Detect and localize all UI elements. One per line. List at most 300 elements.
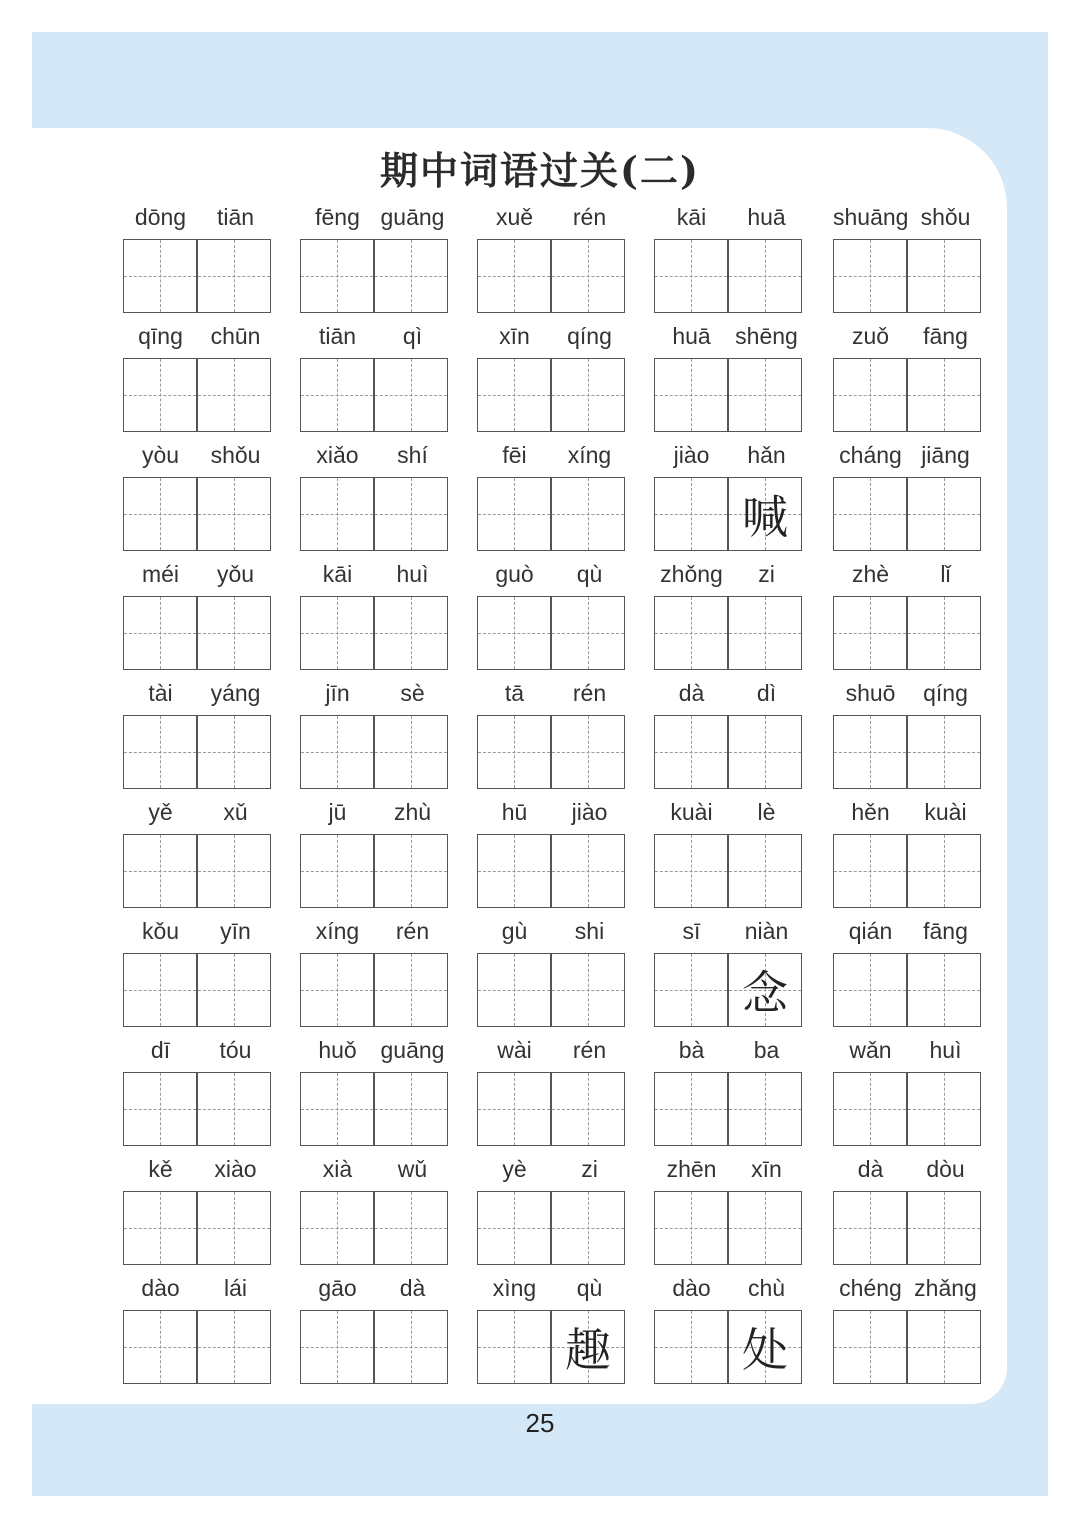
hint-character — [655, 478, 727, 550]
pinyin-label: chù — [747, 1275, 786, 1301]
tianzige-box[interactable] — [300, 1072, 374, 1146]
hint-character — [908, 359, 980, 431]
pinyin-label: dì — [756, 680, 777, 706]
word-item — [477, 560, 627, 672]
tianzige-box[interactable] — [728, 1310, 802, 1384]
hint-character — [375, 716, 447, 788]
hint-character — [198, 716, 270, 788]
pinyin-label: tiān — [318, 323, 357, 349]
tianzige-box[interactable] — [551, 596, 625, 670]
word-item — [833, 322, 983, 434]
pinyin-label: zhè — [851, 561, 890, 587]
hint-character — [375, 1073, 447, 1145]
tianzige-box[interactable] — [654, 1191, 728, 1265]
tianzige-box[interactable] — [833, 1072, 907, 1146]
pinyin-label: jiào — [673, 442, 710, 468]
tianzige-box[interactable] — [551, 239, 625, 313]
hint-character — [375, 240, 447, 312]
pinyin-label: qíng — [567, 323, 612, 349]
tianzige-box[interactable] — [477, 1191, 551, 1265]
hint-character — [478, 835, 550, 907]
tianzige-box[interactable] — [551, 834, 625, 908]
word-item — [477, 441, 627, 553]
tianzige-box[interactable] — [654, 358, 728, 432]
tianzige-box[interactable] — [300, 953, 374, 1027]
pinyin-label: fēi — [502, 442, 527, 468]
pinyin-label: dào — [141, 1275, 180, 1301]
pinyin-label: lái — [223, 1275, 247, 1301]
pinyin-label: shēng — [735, 323, 798, 349]
tianzige-box[interactable] — [374, 715, 448, 789]
tianzige-box[interactable] — [907, 477, 981, 551]
tianzige-box[interactable] — [477, 358, 551, 432]
hint-character — [552, 1192, 624, 1264]
pinyin-label: huǒ — [318, 1037, 357, 1063]
tianzige-box[interactable] — [551, 358, 625, 432]
pinyin-label: kāi — [676, 204, 707, 230]
pinyin-label: bà — [678, 1037, 705, 1063]
tianzige-box[interactable] — [654, 834, 728, 908]
tianzige-box[interactable] — [551, 715, 625, 789]
tianzige-box[interactable] — [300, 477, 374, 551]
pinyin-label: sī — [682, 918, 701, 944]
tianzige-box[interactable] — [833, 1310, 907, 1384]
pinyin-label: kāi — [322, 561, 353, 587]
hint-character — [729, 597, 801, 669]
word-item — [833, 1155, 983, 1267]
pinyin-label: kě — [148, 1156, 173, 1182]
tianzige-box[interactable] — [907, 1310, 981, 1384]
pinyin-label: shuāng — [833, 204, 909, 230]
word-item — [833, 1036, 983, 1148]
tianzige-box[interactable] — [728, 358, 802, 432]
tianzige-box[interactable] — [123, 239, 197, 313]
pinyin-label: qián — [848, 918, 893, 944]
pinyin-label: jiào — [571, 799, 608, 825]
pinyin-label: zuǒ — [851, 323, 890, 349]
hint-character — [655, 1073, 727, 1145]
word-item — [477, 917, 627, 1029]
pinyin-label: wǔ — [397, 1156, 428, 1182]
tianzige-box[interactable] — [123, 834, 197, 908]
hint-character — [301, 835, 373, 907]
pinyin-label: zhēn — [666, 1156, 717, 1182]
pinyin-label: lǐ — [940, 561, 951, 587]
tianzige-box[interactable] — [123, 715, 197, 789]
tianzige-box[interactable] — [197, 239, 271, 313]
hint-character — [729, 716, 801, 788]
pinyin-label: tài — [148, 680, 173, 706]
tianzige-box[interactable] — [833, 1191, 907, 1265]
pinyin-label: fāng — [923, 918, 968, 944]
tianzige-box[interactable] — [728, 477, 802, 551]
pinyin-label: xiào — [214, 1156, 257, 1182]
hint-character — [655, 359, 727, 431]
tianzige-box[interactable] — [833, 358, 907, 432]
pinyin-label: qīng — [138, 323, 183, 349]
tianzige-box[interactable] — [907, 596, 981, 670]
hint-character — [552, 954, 624, 1026]
tianzige-box[interactable] — [123, 1310, 197, 1384]
pinyin-label: yǒu — [216, 561, 255, 587]
pinyin-label: hū — [501, 799, 528, 825]
hint-character — [834, 954, 906, 1026]
tianzige-box[interactable] — [197, 477, 271, 551]
tianzige-box[interactable] — [654, 953, 728, 1027]
hint-character — [552, 240, 624, 312]
tianzige-box[interactable] — [728, 953, 802, 1027]
pinyin-label: yáng — [210, 680, 261, 706]
hint-character — [124, 716, 196, 788]
tianzige-box[interactable] — [551, 1191, 625, 1265]
tianzige-box[interactable] — [728, 1191, 802, 1265]
tianzige-box[interactable] — [374, 834, 448, 908]
word-item — [300, 679, 450, 791]
word-item — [123, 1274, 273, 1386]
hint-character — [908, 954, 980, 1026]
pinyin-label: chéng — [839, 1275, 902, 1301]
word-item — [123, 1036, 273, 1148]
word-item — [654, 798, 804, 910]
word-item — [654, 679, 804, 791]
pinyin-label: gù — [501, 918, 528, 944]
hint-character — [124, 1311, 196, 1383]
pinyin-label: méi — [141, 561, 180, 587]
tianzige-box[interactable] — [374, 596, 448, 670]
word-item — [833, 917, 983, 1029]
pinyin-label: guāng — [380, 204, 445, 230]
tianzige-box[interactable] — [300, 1310, 374, 1384]
pinyin-label: rén — [395, 918, 430, 944]
hint-character — [301, 359, 373, 431]
hint-character — [908, 835, 980, 907]
hint-character — [478, 716, 550, 788]
tianzige-box[interactable] — [907, 358, 981, 432]
tianzige-box[interactable] — [197, 596, 271, 670]
tianzige-box[interactable] — [728, 596, 802, 670]
page-title: 期中词语过关(二) — [380, 148, 700, 193]
word-item — [654, 203, 804, 315]
word-item — [123, 679, 273, 791]
hint-character — [301, 1073, 373, 1145]
tianzige-box[interactable] — [197, 715, 271, 789]
tianzige-box[interactable] — [833, 239, 907, 313]
pinyin-label: qíng — [923, 680, 968, 706]
tianzige-box[interactable] — [374, 1191, 448, 1265]
hint-character — [834, 1311, 906, 1383]
hint-character — [301, 954, 373, 1026]
tianzige-box[interactable] — [654, 477, 728, 551]
hint-character — [478, 1192, 550, 1264]
tianzige-box[interactable] — [123, 358, 197, 432]
tianzige-box[interactable] — [728, 715, 802, 789]
word-item — [654, 1274, 804, 1386]
tianzige-box[interactable] — [300, 596, 374, 670]
hint-character — [552, 359, 624, 431]
pinyin-label: yè — [502, 1156, 527, 1182]
pinyin-label: tā — [504, 680, 525, 706]
tianzige-box[interactable] — [833, 477, 907, 551]
pinyin-label: huì — [396, 561, 429, 587]
tianzige-box[interactable] — [197, 953, 271, 1027]
pinyin-label: zhǎng — [914, 1275, 977, 1301]
hint-character — [834, 597, 906, 669]
hint-character — [655, 1192, 727, 1264]
hint-character — [198, 954, 270, 1026]
word-item — [654, 560, 804, 672]
pinyin-label: gāo — [318, 1275, 357, 1301]
tianzige-box[interactable] — [654, 1310, 728, 1384]
page-number: 25 — [525, 1408, 555, 1438]
pinyin-label: ba — [753, 1037, 780, 1063]
hint-character — [834, 1073, 906, 1145]
hint-character — [552, 478, 624, 550]
pinyin-label: xìng — [492, 1275, 537, 1301]
pinyin-label: xīn — [751, 1156, 782, 1182]
pinyin-label: dà — [678, 680, 705, 706]
tianzige-box[interactable] — [197, 1310, 271, 1384]
hint-character — [375, 597, 447, 669]
hint-character — [834, 835, 906, 907]
hint-character — [478, 359, 550, 431]
tianzige-box[interactable] — [833, 834, 907, 908]
word-item — [300, 441, 450, 553]
word-item — [654, 322, 804, 434]
pinyin-label: yòu — [141, 442, 180, 468]
tianzige-box[interactable] — [123, 477, 197, 551]
pinyin-label: yě — [148, 799, 173, 825]
word-item — [123, 1155, 273, 1267]
word-item — [477, 798, 627, 910]
pinyin-label: kǒu — [141, 918, 180, 944]
hint-character — [301, 716, 373, 788]
hint-character — [198, 240, 270, 312]
tianzige-box[interactable] — [654, 715, 728, 789]
hint-character — [908, 597, 980, 669]
pinyin-label: lè — [757, 799, 776, 825]
tianzige-box[interactable] — [833, 715, 907, 789]
tianzige-box[interactable] — [477, 1310, 551, 1384]
tianzige-box[interactable] — [374, 358, 448, 432]
tianzige-box[interactable] — [123, 1072, 197, 1146]
tianzige-box[interactable] — [300, 239, 374, 313]
pinyin-label: kuài — [670, 799, 713, 825]
hint-character — [655, 1311, 727, 1383]
tianzige-box[interactable] — [907, 1072, 981, 1146]
word-item — [123, 917, 273, 1029]
tianzige-box[interactable] — [300, 1191, 374, 1265]
tianzige-box[interactable] — [477, 596, 551, 670]
word-item — [123, 798, 273, 910]
tianzige-box[interactable] — [300, 358, 374, 432]
tianzige-box[interactable] — [477, 1072, 551, 1146]
hint-character — [908, 1192, 980, 1264]
word-item — [654, 441, 804, 553]
tianzige-box[interactable] — [728, 834, 802, 908]
pinyin-label: shuō — [845, 680, 896, 706]
hint-character — [655, 240, 727, 312]
hint-character — [301, 478, 373, 550]
pinyin-label: zhù — [393, 799, 432, 825]
pinyin-label: rén — [572, 204, 607, 230]
hint-character — [301, 597, 373, 669]
hint-character — [552, 716, 624, 788]
hint-character — [375, 1311, 447, 1383]
word-item — [300, 917, 450, 1029]
hint-character — [375, 1192, 447, 1264]
pinyin-label: zhǒng — [660, 561, 723, 587]
pinyin-label: hǎn — [747, 442, 786, 468]
hint-character — [655, 716, 727, 788]
tianzige-box[interactable] — [197, 358, 271, 432]
tianzige-box[interactable] — [477, 477, 551, 551]
tianzige-box[interactable] — [300, 834, 374, 908]
hint-character — [908, 478, 980, 550]
word-item — [123, 560, 273, 672]
tianzige-box[interactable] — [374, 477, 448, 551]
hint-character — [198, 478, 270, 550]
word-item — [123, 203, 273, 315]
pinyin-label: zi — [758, 561, 775, 587]
pinyin-label: sè — [400, 680, 425, 706]
tianzige-box[interactable] — [907, 953, 981, 1027]
pinyin-label: xuě — [495, 204, 534, 230]
hint-character — [729, 835, 801, 907]
hint-character — [198, 359, 270, 431]
pinyin-label: huì — [929, 1037, 962, 1063]
hint-character — [908, 240, 980, 312]
pinyin-label: dào — [672, 1275, 711, 1301]
hint-character — [552, 597, 624, 669]
tianzige-box[interactable] — [123, 953, 197, 1027]
word-item — [300, 798, 450, 910]
tianzige-box[interactable] — [197, 1191, 271, 1265]
word-item — [123, 322, 273, 434]
tianzige-box[interactable] — [374, 239, 448, 313]
word-item — [477, 1274, 627, 1386]
tianzige-box[interactable] — [907, 834, 981, 908]
pinyin-label: xíng — [315, 918, 360, 944]
hint-character — [375, 954, 447, 1026]
word-item — [654, 917, 804, 1029]
hint-character — [908, 716, 980, 788]
hint-character — [834, 1192, 906, 1264]
pinyin-label: shí — [397, 442, 428, 468]
word-item — [300, 322, 450, 434]
pinyin-label: wǎn — [849, 1037, 892, 1063]
tianzige-box[interactable] — [907, 715, 981, 789]
tianzige-box[interactable] — [907, 1191, 981, 1265]
hint-character — [124, 1073, 196, 1145]
tianzige-box[interactable] — [477, 715, 551, 789]
pinyin-label: huā — [747, 204, 786, 230]
pinyin-label: dòu — [926, 1156, 965, 1182]
tianzige-box[interactable] — [197, 834, 271, 908]
hint-character — [478, 1073, 550, 1145]
hint-character — [908, 1311, 980, 1383]
tianzige-box[interactable] — [300, 715, 374, 789]
tianzige-box[interactable] — [477, 953, 551, 1027]
tianzige-box[interactable] — [833, 596, 907, 670]
pinyin-label: qì — [402, 323, 423, 349]
tianzige-box[interactable] — [728, 1072, 802, 1146]
pinyin-label: shi — [574, 918, 605, 944]
pinyin-label: jīn — [325, 680, 350, 706]
tianzige-box[interactable] — [728, 239, 802, 313]
hint-character — [301, 240, 373, 312]
tianzige-box[interactable] — [374, 1072, 448, 1146]
hint-character — [478, 1311, 550, 1383]
pinyin-label: dōng — [134, 204, 187, 230]
hint-character — [198, 1311, 270, 1383]
hint-character — [375, 359, 447, 431]
word-item — [477, 1155, 627, 1267]
tianzige-box[interactable] — [833, 953, 907, 1027]
pinyin-label: rén — [572, 680, 607, 706]
tianzige-box[interactable] — [907, 239, 981, 313]
pinyin-label: rén — [572, 1037, 607, 1063]
pinyin-label: qù — [576, 561, 603, 587]
pinyin-label: guāng — [380, 1037, 445, 1063]
word-item — [300, 1155, 450, 1267]
pinyin-label: xǔ — [223, 799, 248, 825]
pinyin-label: kuài — [924, 799, 967, 825]
hint-character — [478, 240, 550, 312]
word-item — [123, 441, 273, 553]
tianzige-box[interactable] — [374, 953, 448, 1027]
tianzige-box[interactable] — [123, 1191, 197, 1265]
word-item — [833, 203, 983, 315]
hint-character — [124, 954, 196, 1026]
tianzige-box[interactable] — [477, 834, 551, 908]
tianzige-box[interactable] — [551, 477, 625, 551]
hint-character — [198, 835, 270, 907]
word-item — [300, 1274, 450, 1386]
tianzige-box[interactable] — [654, 596, 728, 670]
hint-character — [552, 835, 624, 907]
word-item — [477, 322, 627, 434]
pinyin-label: niàn — [744, 918, 789, 944]
pinyin-label: dà — [857, 1156, 884, 1182]
hint-character — [124, 1192, 196, 1264]
tianzige-box[interactable] — [197, 1072, 271, 1146]
hint-character — [375, 835, 447, 907]
hint-character — [834, 240, 906, 312]
word-item — [477, 679, 627, 791]
tianzige-box[interactable] — [654, 239, 728, 313]
tianzige-box[interactable] — [551, 1310, 625, 1384]
word-item — [833, 560, 983, 672]
word-item — [833, 679, 983, 791]
pinyin-label: guò — [495, 561, 534, 587]
hint-character — [198, 1073, 270, 1145]
tianzige-box[interactable] — [551, 953, 625, 1027]
pinyin-label: xíng — [567, 442, 612, 468]
tianzige-box[interactable] — [374, 1310, 448, 1384]
hint-character — [478, 478, 550, 550]
tianzige-box[interactable] — [654, 1072, 728, 1146]
hint-character — [198, 597, 270, 669]
tianzige-box[interactable] — [123, 596, 197, 670]
pinyin-label: wài — [497, 1037, 532, 1063]
hint-character — [375, 478, 447, 550]
tianzige-box[interactable] — [551, 1072, 625, 1146]
hint-character — [655, 954, 727, 1026]
tianzige-box[interactable] — [477, 239, 551, 313]
hint-character — [478, 954, 550, 1026]
word-item — [833, 1274, 983, 1386]
pinyin-label: fāng — [923, 323, 968, 349]
